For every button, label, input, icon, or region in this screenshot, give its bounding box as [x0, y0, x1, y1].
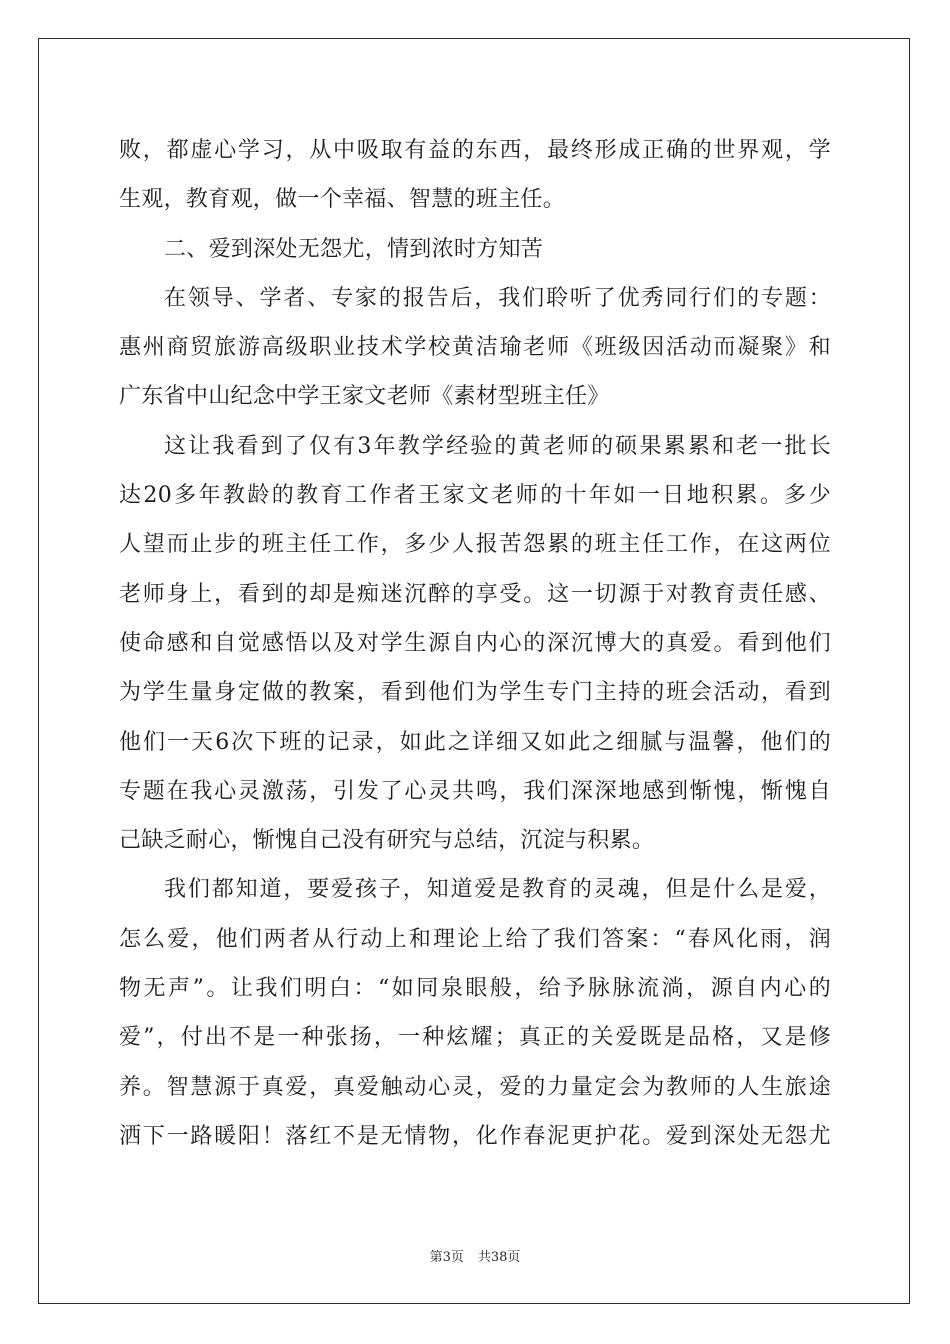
text-line: 这让我看到了仅有3年教学经验的黄老师的硕果累累和老一批长	[164, 433, 831, 459]
text-line: 生观，教育观，做一个幸福、智慧的班主任。	[119, 187, 566, 213]
text-line: 老师身上，看到的却是痴迷沉醉的享受。这一切源于对教育责任感、	[119, 581, 831, 607]
text-line: 达20多年教龄的教育工作者王家文老师的十年如一日地积累。多少	[119, 483, 831, 509]
text-line: 使命感和自觉感悟以及对学生源自内心的深沉博大的真爱。看到他们	[119, 630, 831, 656]
text-line: 人望而止步的班主任工作，多少人报苦怨累的班主任工作，在这两位	[119, 532, 831, 558]
text-line: 广东省中山纪念中学王家文老师《素材型班主任》	[119, 384, 610, 410]
text-line: 为学生量身定做的教案，看到他们为学生专门主持的班会活动，看到	[119, 680, 831, 706]
text-line: 他们一天6次下班的记录，如此之详细又如此之细腻与温馨，他们的	[119, 729, 831, 755]
text-line: 我们都知道，要爱孩子，知道爱是教育的灵魂，但是什么是爱，	[164, 877, 831, 903]
text-line: 己缺乏耐心，惭愧自己没有研究与总结，沉淀与积累。	[119, 828, 655, 854]
text-line: 败，都虚心学习，从中吸取有益的东西，最终形成正确的世界观，学	[119, 138, 831, 163]
text-line: 惠州商贸旅游高级职业技术学校黄洁瑜老师《班级因活动而凝聚》和	[119, 335, 831, 361]
text-line: 养。智慧源于真爱，真爱触动心灵，爱的力量定会为教师的人生旅途	[119, 1074, 831, 1100]
page-footer	[0, 1246, 950, 1265]
text-line: 怎么爱，他们两者从行动上和理论上给了我们答案：“春风化雨，润	[119, 926, 831, 952]
text-line: 在领导、学者、专家的报告后，我们聆听了优秀同行们的专题：	[164, 285, 831, 311]
text-line: 专题在我心灵激荡，引发了心灵共鸣，我们深深地感到惭愧，惭愧自	[119, 778, 831, 804]
text-line: 洒下一路暖阳！落红不是无情物，化作春泥更护花。爱到深处无怨尤	[119, 1123, 831, 1149]
text-line: 二、爱到深处无怨尤，情到浓时方知苦	[164, 236, 544, 262]
text-line: 爱”，付出不是一种张扬，一种炫耀；真正的关爱既是品格，又是修	[119, 1025, 831, 1051]
document-body	[119, 126, 831, 1161]
page-number: 第3页	[429, 1250, 464, 1265]
page-total: 共38页	[477, 1250, 521, 1265]
text-line: 物无声”。让我们明白：“如同泉眼般，给予脉脉流淌，源自内心的	[119, 976, 831, 1002]
